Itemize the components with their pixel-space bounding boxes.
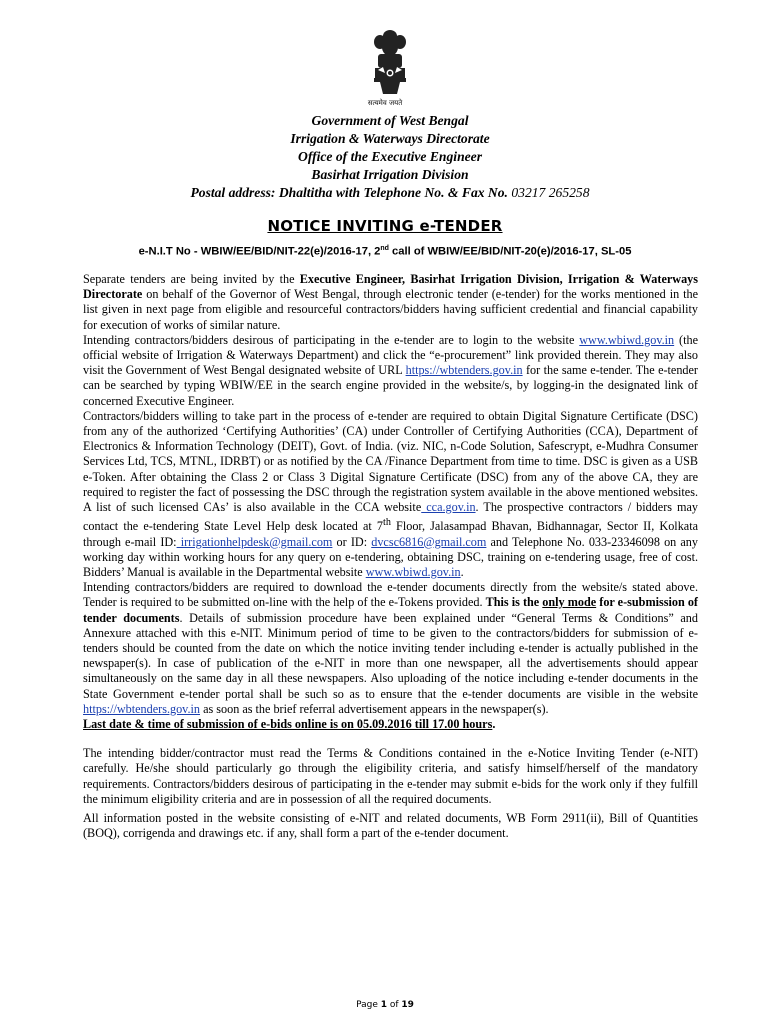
text: Page (356, 1000, 381, 1010)
paragraph-eligibility: The intending bidder/contractor must read the Terms & Conditions contained in the e-Notice Inviting Tender (e-NIT) carefully. He/she should particularly go through the eligibility criteria, and satisfy himself/herself of the mandatory requirements. Contractors/bidders desirous of participating in the e-tender may submit e-bids for the work only if they fulfill the minimum eligibility criteria and are in possession of all the required documents. (83, 746, 698, 806)
page-footer (0, 1000, 770, 1010)
letterhead (60, 112, 720, 202)
nit-ref-sup: nd (380, 245, 389, 252)
text: . The prospective contractors / bidders may contact the e-tendering State Level Help desk located at 7 (83, 500, 698, 534)
header-directorate: Irrigation & Waterways Directorate (290, 131, 490, 146)
paragraph-intro (83, 272, 698, 333)
text: (the official website of Irrigation & Waterways Department) and click the “e-procurement” link provided therein. They may also visit the Government of West Bengal designated website of URL (83, 332, 698, 378)
header-postal-address (60, 184, 720, 202)
page-number: 1 (380, 1000, 387, 1010)
wbiwd-link[interactable]: www.wbiwd.gov.in (579, 332, 675, 347)
last-date-bold: Last date & time of submission of e-bids online is on 05.09.2016 till 17.00 hours (83, 716, 493, 731)
nit-ref-part-a: e-N.I.T No - WBIW/EE/BID/NIT-22(e)/2016-17, 2 (138, 245, 381, 258)
paragraph-documents: All information posted in the website consisting of e-NIT and related documents, WB Form 2911(ii), Bill of Quantities (BOQ), corrigenda and drawings etc. if any, shall form a part of the e-tender document. (83, 810, 698, 841)
notice-body (83, 272, 698, 841)
last-date-line (83, 717, 698, 732)
text: on behalf of the Governor of West Bengal, through electronic tender (e-tender) for the works mentioned in the list given in next page from eligible and resourceful contractors/bidders having sufficient credential and financial capability for execution of works of similar nature. (83, 287, 698, 332)
text: or ID: (332, 534, 372, 549)
text: Intending contractors/bidders desirous of participating in the e-tender are to login to the website (83, 332, 580, 347)
text: . (492, 716, 496, 731)
nit-reference (60, 245, 710, 258)
header-government: Government of West Bengal (311, 113, 469, 128)
issuer-bold: Executive Engineer, Basirhat Irrigation Division, Irrigation & Waterways Directorate (83, 272, 699, 302)
text: . Details of submission procedure have been explained under “General Terms & Conditions” and Annexure attached with this e-NIT. Minimum period of time to be given to the contractors/bidders for submission of e-tenders should be counted from the date on which the notice inviting tender including e-tender is actually published in the newspaper(s). In case of publication of the e-NIT in more than one newspaper, all the advertisements should appear simultaneously on the same day in all these newspapers. Also uploading of the notice including e-tender documents in the State Government e-tender portal shall be such so as to ensure that the e-tender documents are visible in the website (83, 610, 698, 701)
dvcsc-email-link[interactable]: dvcsc6816@gmail.com (371, 534, 487, 549)
text: . (460, 564, 464, 579)
postal-address-text: Postal address: Dhaltitha with Telephone No. & Fax No. (190, 185, 508, 200)
text: Floor, Jalasampad Bhavan, Bidhannagar, Sector II, Kolkata through e-mail ID: (83, 519, 698, 549)
text: of (386, 1000, 402, 1010)
only-mode-underlined: only mode (542, 595, 597, 610)
text: Contractors/bidders willing to take part in the process of e-tender are required to obtain Digital Signature Certificate (DSC) from any of the authorized ‘Certifying Authorities’ (CA) under Controller of Certifying Authorities (CCA), Department of Electronics & Information Technology (DEIT), Govt. of India. (viz. NIC, n-Code Solution, Safescrypt, e-Mudhra Consumer Services Ltd, TCS, MTNL, IDRBT) or as notified by the CA /Finance Department from time to time. DSC is given as a USB e-Token. After obtaining the Class 2 or Class 3 Digital Signature Certificate (DSC) from any of the above CA, they are required to register the fact of possessing the DSC through the registration system available in the above mentioned websites. A list of such licensed CAs’ is also available in the CCA website (83, 408, 698, 515)
text: Intending contractors/bidders are required to download the e-tender documents directly from the website/s stated above. Tender is required to be submitted on-line with the help of the e-Tokens provided. (83, 580, 698, 610)
paragraph-dsc (83, 409, 698, 580)
text: and Telephone No. 033-23346098 on any working day within working hours for any query on e-tendering, obtaining DSC, training on e-tendering usage, free of cost. Bidders’ Manual is available in the Departmental website (83, 534, 698, 579)
national-emblem-icon (370, 20, 410, 110)
text: for e-submission of tender documents (83, 595, 698, 625)
superscript: th (383, 517, 391, 529)
wbtenders-link-2[interactable]: https://wbtenders.gov.in (83, 701, 201, 716)
text: as soon as the brief referral advertisement appears in the newspaper(s). (200, 701, 549, 716)
wbtenders-link[interactable]: https://wbtenders.gov.in (405, 363, 523, 378)
nit-ref-part-b: call of WBIW/EE/BID/NIT-20(e)/2016-17, SL-05 (388, 245, 632, 258)
page-total: 19 (401, 1000, 414, 1010)
paragraph-submission (83, 580, 698, 717)
header-division: Basirhat Irrigation Division (311, 167, 469, 182)
phone-number: 03217 265258 (511, 185, 590, 200)
text: for the same e-tender. The e-tender can be searched by typing WBIW/EE in the search engine provided in the website/s, by logging-in the designated link of concerned Executive Engineer. (83, 363, 698, 408)
helpdesk-email-link[interactable]: irrigationhelpdesk@gmail.com (176, 534, 333, 549)
text: Separate tenders are being invited by the (83, 272, 300, 286)
header-office: Office of the Executive Engineer (298, 149, 482, 164)
cca-link[interactable]: cca.gov.in (421, 500, 476, 515)
notice-title: NOTICE INVITING e-TENDER (267, 217, 503, 235)
wbiwd-manual-link[interactable]: www.wbiwd.gov.in (365, 564, 461, 579)
text: This is the (485, 595, 543, 610)
emblem-motto: सत्यमेव जयते (367, 99, 403, 107)
paragraph-login (83, 333, 698, 409)
